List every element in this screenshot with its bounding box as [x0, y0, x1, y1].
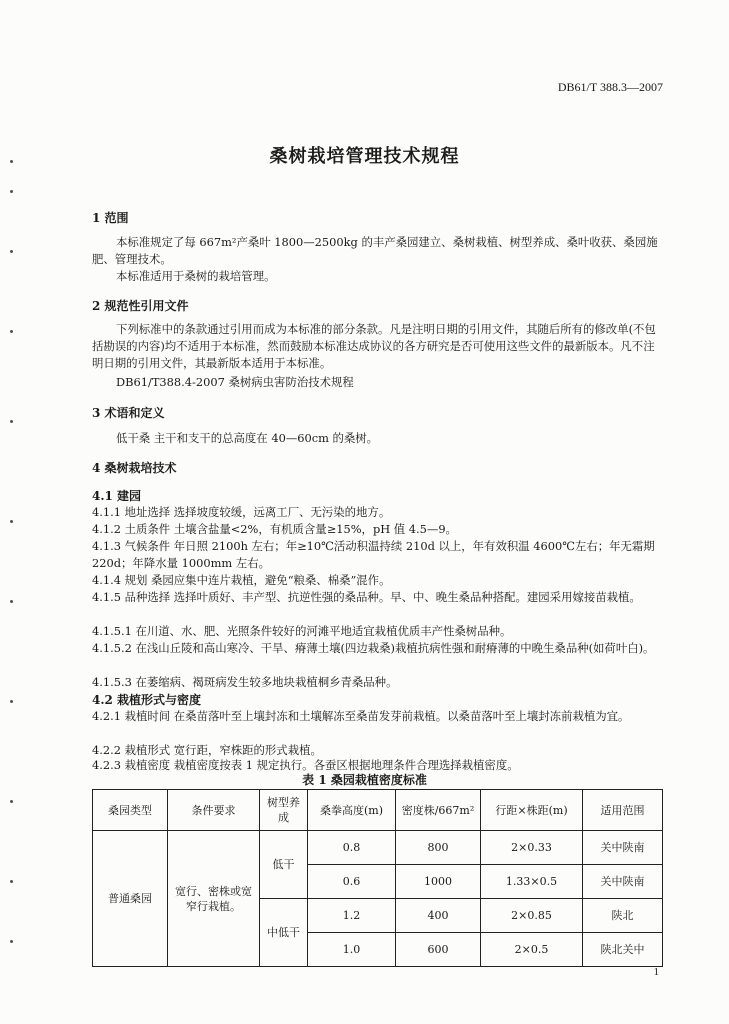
cell-region: 陕北: [583, 899, 663, 933]
clause-4-2-1: 4.2.1 栽植时间 在桑苗落叶至上壤封冻和土壤解冻至桑苗发芽前栽植。以桑苗落叶至上壤封冻前栽植为宜。: [92, 709, 630, 723]
section-4-2-heading: 4.2 栽植形式与密度: [92, 693, 202, 707]
header-orchard-type: 桑园类型: [93, 790, 168, 831]
standard-number: DB61/T 388.3—2007: [557, 80, 663, 94]
cell-density: 800: [396, 831, 481, 865]
clause-4-1-5-1: 4.1.5.1 在川道、水、肥、光照条件较好的河滩平地适宜栽植优质丰产性桑树品种。: [92, 624, 512, 638]
cell-fist-height: 0.8: [308, 831, 396, 865]
page-number: 1: [653, 966, 659, 978]
cell-fist-height: 1.0: [308, 933, 396, 967]
section-3-heading: 3 术语和定义: [92, 406, 165, 420]
section-4-heading: 4 桑树栽培技术: [92, 461, 177, 475]
document-title: 桑树栽培管理技术规程: [269, 146, 460, 167]
cell-form-midlow: 中低干: [260, 899, 308, 967]
table-header-row: [93, 790, 663, 831]
header-tree-form: 树型养成: [260, 790, 308, 831]
cell-density: 600: [396, 933, 481, 967]
section-1-paragraph-2: 本标准适用于桑树的栽培管理。: [116, 269, 276, 283]
section-2-reference: DB61/T388.4-2007 桑树病虫害防治技术规程: [116, 375, 354, 389]
table-1-caption: 表 1 桑园栽植密度标准: [302, 773, 427, 787]
clause-4-2-2: 4.2.2 栽植形式 宽行距，窄株距的形式栽植。: [92, 743, 322, 757]
cell-region: 陕北关中: [583, 933, 663, 967]
cell-condition: 宽行、密株或宽窄行栽植。: [168, 831, 260, 967]
cell-region: 关中陕南: [583, 865, 663, 899]
header-density: 密度株/667m²: [396, 790, 481, 831]
clause-4-1-3: 4.1.3 气候条件 年日照 2100h 左右；年≥10℃活动积温持续 210d 以上，年有效积温 4600℃左右；年无霜期 220d；年降水量 1000mm 左右。: [92, 539, 655, 570]
cell-form-low: 低干: [260, 831, 308, 899]
clause-4-1-5-2: 4.1.5.2 在浅山丘陵和高山寒冷、干旱、瘠薄土壤(四边栽桑)栽植抗病性强和耐瘠薄的中晚生桑品种(如荷叶白)。: [92, 641, 655, 655]
clause-4-1-1: 4.1.1 地址选择 选择坡度较缓，远离工厂、无污染的地方。: [92, 505, 391, 519]
planting-density-table: [92, 789, 663, 967]
section-2-heading: 2 规范性引用文件: [92, 299, 189, 313]
cell-spacing: 2×0.85: [481, 899, 583, 933]
section-1-paragraph-1: 本标准规定了每 667m²产桑叶 1800—2500kg 的丰产桑园建立、桑树栽植、树型养成、桑叶收获、桑园施肥、管理技术。: [92, 235, 658, 266]
cell-spacing: 2×0.5: [481, 933, 583, 967]
cell-spacing: 1.33×0.5: [481, 865, 583, 899]
header-spacing: 行距×株距(m): [481, 790, 583, 831]
header-fist-height: 桑拳高度(m): [308, 790, 396, 831]
section-1-heading: 1 范围: [92, 211, 129, 225]
section-2-paragraph-1: 下列标准中的条款通过引用而成为本标准的部分条款。凡是注明日期的引用文件，其随后所有的修改单(不包括勘误的内容)均不适用于本标准，然而鼓励本标准达成协议的各方研究是否可使用这些文件的最新版本。凡不注明日期的引用文件，其最新版本适用于本标准。: [92, 322, 656, 370]
cell-spacing: 2×0.33: [481, 831, 583, 865]
clause-4-1-5-3: 4.1.5.3 在萎缩病、褐斑病发生较多地块栽植桐乡青桑品种。: [92, 675, 398, 689]
clause-4-2-3: 4.2.3 栽植密度 栽植密度按表 1 规定执行。各蚕区根据地理条件合理选择栽植密度。: [92, 758, 519, 772]
clause-4-1-2: 4.1.2 土质条件 土壤含盐量<2%，有机质含量≥15%，pH 值 4.5—9。: [92, 522, 457, 536]
section-3-definition: 低干桑 主干和支干的总高度在 40—60cm 的桑树。: [116, 431, 379, 445]
cell-fist-height: 0.6: [308, 865, 396, 899]
cell-density: 1000: [396, 865, 481, 899]
clause-4-1-5: 4.1.5 品种选择 选择叶质好、丰产型、抗逆性强的桑品种。早、中、晚生桑品种搭配。建园采用嫁接苗栽植。: [92, 590, 641, 604]
table-row: [93, 831, 663, 865]
cell-fist-height: 1.2: [308, 899, 396, 933]
header-condition: 条件要求: [168, 790, 260, 831]
clause-4-1-4: 4.1.4 规划 桑园应集中连片栽植，避免“粮桑、棉桑”混作。: [92, 573, 391, 587]
section-4-1-heading: 4.1 建园: [92, 489, 142, 503]
cell-orchard-type: 普通桑园: [93, 831, 168, 967]
header-region: 适用范围: [583, 790, 663, 831]
cell-region: 关中陕南: [583, 831, 663, 865]
cell-density: 400: [396, 899, 481, 933]
